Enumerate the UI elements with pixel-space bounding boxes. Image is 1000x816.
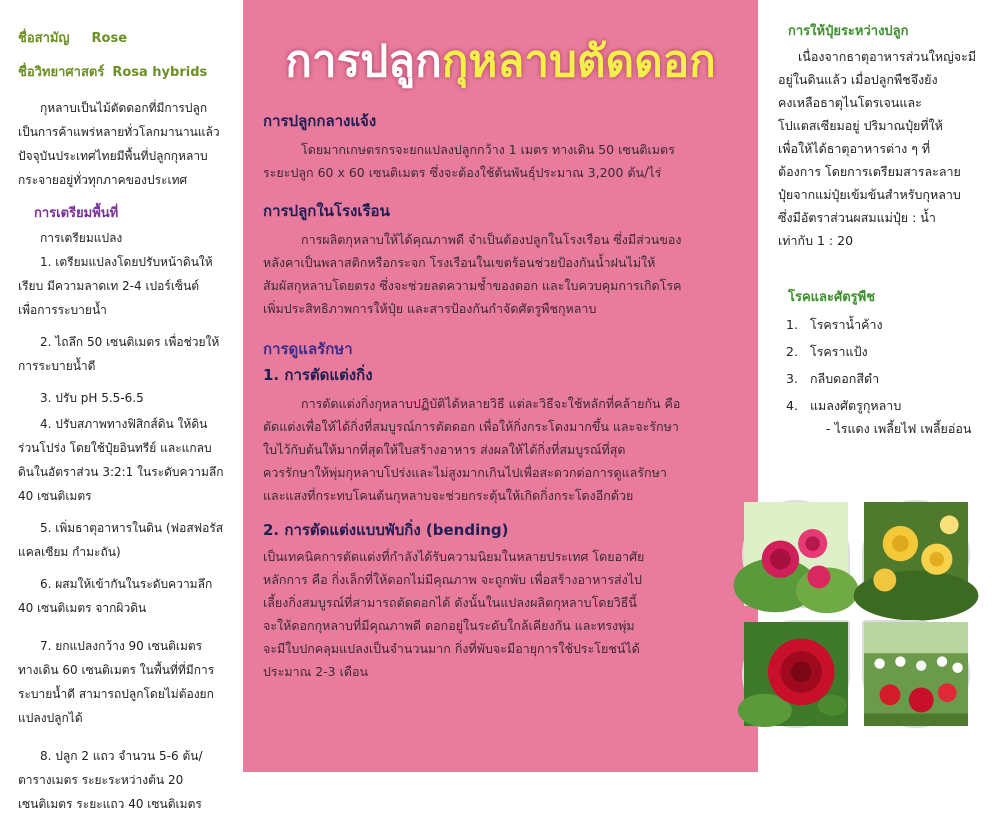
list-text: โรคราแป้ง — [810, 344, 868, 359]
left-column — [0, 0, 243, 811]
text-line: ระบายน้ำดี สามารถปลูกโดยไม่ต้องยก — [18, 687, 214, 701]
middle-column — [243, 0, 758, 772]
text-line: คงเหลือธาตุไนโตรเจนและ — [778, 95, 922, 110]
list-item — [786, 394, 992, 417]
text-line: เรียบ มีความลาดเท 2-4 เปอร์เซ็นต์ — [18, 279, 200, 293]
text-line: เท่ากับ 1 : 20 — [778, 233, 854, 248]
text-line: ควรรักษาให้พุ่มกุหลาบโปร่งและไม่สูงมากเกินไปเพื่อสะดวกต่อการดูแลรักษา — [263, 465, 667, 480]
prep-step-4 — [18, 412, 229, 508]
list-text: แมลงศัตรูกุหลาบ — [810, 398, 902, 413]
rose-garden-illustration — [864, 622, 968, 726]
common-name-value: Rose — [91, 31, 128, 46]
text-line: 40 เซนติเมตร — [18, 489, 92, 503]
text-line: 40 เซนติเมตร จากผิวดิน — [18, 601, 147, 615]
text-line: และแสงที่กระทบโคนต้นกุหลาบจะช่วยกระตุ้นให้เกิดกิ่งกระโดงอีกด้วย — [263, 488, 634, 503]
list-number: 3. — [786, 371, 798, 386]
text-line: ต้องการ โดยการเตรียมสารละลาย — [778, 164, 961, 179]
list-item — [786, 367, 992, 390]
outdoor-heading: การปลูกกลางแจ้ง — [263, 112, 377, 130]
rose-garden-photo — [862, 620, 970, 728]
text-line: ตัดแต่งเพื่อให้ได้กิ่งที่สมบูรณ์การตัดดอก เพื่อให้กิ่งกระโดงมากขึ้น และจะรักษา — [263, 419, 679, 434]
greenhouse-paragraph — [263, 228, 741, 320]
list-item — [786, 313, 992, 336]
prep-step-6 — [18, 572, 229, 620]
scientific-name-label: ชื่อวิทยาศาสตร์ — [18, 65, 105, 80]
text-line: 8. ปลูก 2 แถว จำนวน 5-6 ต้น/ — [40, 749, 203, 763]
text-line: การตัดแต่งกิ่งกุหลาบปฏิบัติได้หลายวิธี แต่ละวิธีจะใช้หลักที่คล้ายกัน คือ — [301, 396, 681, 411]
text-line: การระบายน้ำดี — [18, 359, 96, 373]
text-line: 2. ไถลึก 50 เซนติเมตร เพื่อช่วยให้ — [40, 335, 220, 349]
text-line: เพื่อการระบายน้ำ — [18, 303, 107, 317]
text-line: ดินในอัตราส่วน 3:2:1 ในระดับความลึก — [18, 465, 224, 479]
text-line: ตารางเมตร ระยะระหว่างต้น 20 — [18, 773, 184, 787]
pink-roses-photo — [742, 500, 850, 608]
prep-heading: การเตรียมพื้นที่ — [34, 206, 119, 221]
yellow-roses-photo — [862, 500, 970, 608]
page-title — [243, 34, 758, 90]
intro-paragraph — [18, 96, 229, 192]
text-line: กุหลาบเป็นไม้ตัดดอกที่มีการปลูก — [40, 101, 208, 115]
common-name-label: ชื่อสามัญ — [18, 31, 70, 46]
list-item — [786, 340, 992, 363]
text-line: กระจายอยู่ทั่วทุกภาคของประเทศ — [18, 173, 188, 187]
text-line: ปุ๋ยจากแม่ปุ๋ยเข้มข้นสำหรับกุหลาบ — [778, 187, 961, 202]
middle-content — [263, 108, 741, 683]
text-line: ปัจจุบันประเทศไทยมีพื้นที่ปลูกกุหลาบ — [18, 149, 208, 163]
disease-heading: โรคและศัตรูพืช — [788, 290, 876, 305]
red-rose-illustration — [744, 622, 848, 726]
text-line: โดยมากเกษตรกรจะยกแปลงปลูกกว้าง 1 เมตร ทางเดิน 50 เซนติเมตร — [301, 142, 675, 157]
pink-roses-illustration — [744, 502, 848, 606]
red-rose-photo — [742, 620, 850, 728]
text-line: 7. ยกแปลงกว้าง 90 เซนติเมตร — [40, 639, 203, 653]
text-line: แคลเซียม กำมะถัน) — [18, 545, 121, 559]
text-line: ซึ่งมีอัตราส่วนผสมแม่ปุ๋ย : น้ำ — [778, 210, 936, 225]
rose-photo-cluster — [742, 500, 970, 728]
text-line: หลังคาเป็นพลาสติกหรือกระจก โรงเรือนในเขตร้อนช่วยป้องกันน้ำฝนไม่ให้ — [263, 255, 656, 270]
prep-step-7 — [18, 634, 229, 730]
text-line: สัมผัสกุหลาบโดยตรง ซึ่งจะช่วยลดความช้ำของดอก และใบควบคุมการเกิดโรค — [263, 278, 682, 293]
prep-subheading: การเตรียมแปลง — [40, 231, 123, 245]
prep-step-8 — [18, 744, 229, 816]
pruning-paragraph — [263, 392, 741, 507]
title-part-2: กุหลาบตัดดอก — [441, 36, 716, 87]
text-line: เซนติเมตร ระยะแถว 40 เซนติเมตร — [18, 797, 202, 811]
title-part-1: การปลูก — [285, 36, 442, 87]
scientific-name-value: Rosa hybrids — [112, 65, 208, 80]
yellow-roses-illustration — [864, 502, 968, 606]
text-line: เนื่องจากธาตุอาหารส่วนใหญ่จะมี — [798, 49, 977, 64]
text-line: การผลิตกุหลาบให้ได้คุณภาพดี จำเป็นต้องปลูกในโรงเรือน ซึ่งมีส่วนของ — [301, 232, 682, 247]
text-line: เลี้ยงกิ่งสมบูรณ์ที่สามารถตัดดอกได้ ดังนั้นในแปลงผลิตกุหลาบโดยวิธีนี้ — [263, 595, 637, 610]
text-line: เพื่อให้ได้ธาตุอาหารต่าง ๆ ที่ — [778, 141, 931, 156]
care-heading: การดูแลรักษา — [263, 340, 353, 358]
prep-step-1 — [18, 250, 229, 322]
bending-paragraph — [263, 545, 741, 683]
text-line: ใบไว้กับต้นให้มากที่สุดให้ใบสร้างอาหาร ส่งผลให้ได้กิ่งที่สมบูรณ์ที่สุด — [263, 442, 626, 457]
text-line: หลักการ คือ กิ่งเล็กที่ให้ดอกไม่มีคุณภาพ จะถูกพับ เพื่อสร้างอาหารส่งไป — [263, 572, 642, 587]
text-line: จะให้ดอกกุหลาบที่มีคุณภาพดี ดอกอยู่ในระดับใกล้เคียงกัน และทรงพุ่ม — [263, 618, 635, 633]
pruning-heading: 1. การตัดแต่งกิ่ง — [263, 366, 373, 384]
text-line: โปแตสเซียมอยู่ ปริมาณปุ๋ยที่ให้ — [778, 118, 943, 133]
prep-step-3 — [18, 386, 229, 410]
list-text: กลีบดอกสีดำ — [810, 371, 880, 386]
fertilizer-heading: การให้ปุ๋ยระหว่างปลูก — [788, 24, 909, 39]
text-line: แปลงปลูกได้ — [18, 711, 83, 725]
list-number: 4. — [786, 398, 798, 413]
list-number: 1. — [786, 317, 798, 332]
text-line: 1. เตรียมแปลงโดยปรับหน้าดินให้ — [40, 255, 213, 269]
list-text: โรคราน้ำค้าง — [810, 317, 883, 332]
greenhouse-heading: การปลูกในโรงเรือน — [263, 202, 390, 220]
text-line: ทางเดิน 60 เซนติเมตร ในพื้นที่ที่มีการ — [18, 663, 215, 677]
outdoor-paragraph — [263, 138, 741, 184]
bending-heading: 2. การตัดแต่งแบบพับกิ่ง (bending) — [263, 521, 509, 539]
text-line: 5. เพิ่มธาตุอาหารในดิน (ฟอสฟอรัส — [40, 521, 224, 535]
text-line: 6. ผสมให้เข้ากันในระดับความลึก — [40, 577, 213, 591]
text-line: 3. ปรับ pH 5.5-6.5 — [40, 391, 144, 405]
text-line: เป็นเทคนิคการตัดแต่งที่กำลังได้รับความนิยมในหลายประเทศ โดยอาศัย — [263, 549, 645, 564]
text-line: เพิ่มประสิทธิภาพการให้ปุ๋ย และสารป้องกันกำจัดศัตรูพืชกุหลาบ — [263, 301, 597, 316]
fertilizer-paragraph — [778, 45, 992, 252]
list-number: 2. — [786, 344, 798, 359]
text-line: อยู่ในดินแล้ว เมื่อปลูกพืชจึงยัง — [778, 72, 938, 87]
scientific-name-row — [18, 56, 229, 90]
text-line: เป็นการค้าแพร่หลายทั่วโลกมานานแล้ว — [18, 125, 220, 139]
text-line: ระยะปลูก 60 x 60 เซนติเมตร ซึ่งจะต้องใช้ต้นพันธุ์ประมาณ 3,200 ต้น/ไร่ — [263, 165, 662, 180]
common-name-row — [18, 22, 229, 56]
disease-list — [778, 313, 992, 440]
text-line: ประมาณ 2-3 เดือน — [263, 664, 369, 679]
text-line: จะมีใบปกคลุมแปลงเป็นจำนวนมาก กิ่งที่พับจะมีอายุการใช้ประโยชน์ได้ — [263, 641, 640, 656]
pest-list: - ไรแดง เพลี้ยไฟ เพลี้ยอ่อน — [826, 421, 972, 436]
text-line: 4. ปรับสภาพทางฟิสิกส์ดิน ให้ดิน — [40, 417, 208, 431]
text-line: ร่วนโปร่ง โดยใช้ปุ๋ยอินทรีย์ และแกลบ — [18, 441, 212, 455]
prep-step-5 — [18, 516, 229, 564]
prep-step-2 — [18, 330, 229, 378]
